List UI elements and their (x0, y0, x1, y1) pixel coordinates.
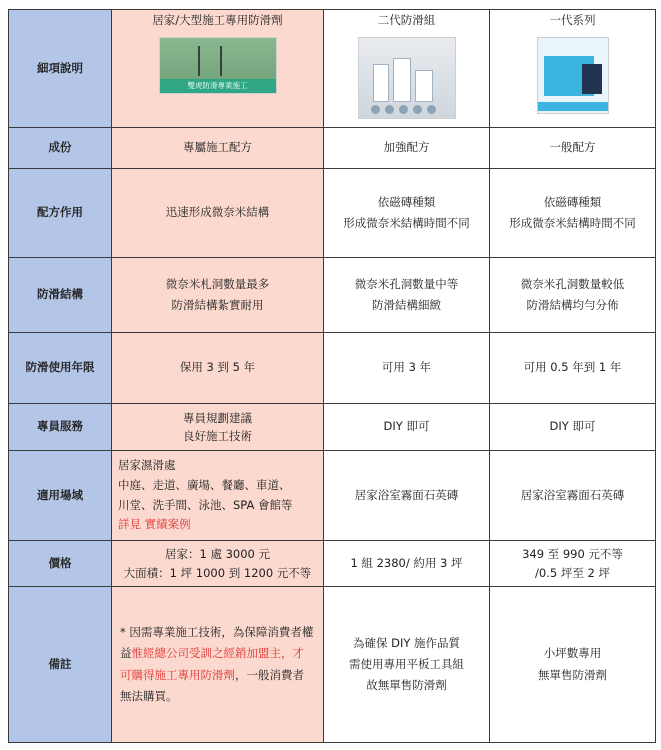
photo-caption: 雙虎防滑專業施工 (160, 79, 276, 93)
table-cell: 居家浴室霧面石英磚 (324, 451, 490, 541)
table-cell (490, 587, 656, 743)
table-cell: DIY 即可 (324, 404, 490, 451)
comparison-table (8, 9, 656, 743)
row-label: 防滑結構 (9, 258, 112, 333)
cell-line: 依磁磚種類 (543, 194, 602, 209)
cell-line: 故無單售防滑劑 (366, 678, 447, 693)
cell-line: 349 至 990 元不等 (522, 547, 623, 562)
table-cell: 迅速形成微奈米結構 (112, 169, 324, 258)
table-cell: DIY 即可 (490, 404, 656, 451)
table-cell: 可用 3 年 (324, 333, 490, 404)
cell-line: 小坪數專用 (543, 646, 602, 661)
column-title: 居家/大型施工專用防滑劑 (152, 13, 283, 27)
table-cell (112, 258, 324, 333)
table-row (9, 404, 656, 451)
table-cell: 加強配方 (324, 128, 490, 169)
col-header-professional (112, 10, 324, 128)
table-cell (324, 258, 490, 333)
note-highlight: 盟主，才可購得施工專用防滑 (120, 646, 304, 682)
note-text: ，一般消費者無法購買。 (120, 667, 304, 703)
cell-line: 為確保 DIY 施作品質 (352, 635, 461, 650)
cell-line: 中庭、走道、廣場、餐廳、車道、 (118, 477, 291, 492)
row-label: 備註 (9, 587, 112, 743)
note-highlight: 惟經總公司受訓之經銷加 (131, 646, 258, 661)
product-photo-gen1 (537, 37, 609, 114)
col-header-gen2 (324, 10, 490, 128)
row-label-item: 細項說明 (9, 10, 112, 128)
cell-line: 微奈米孔洞數量較低 (520, 276, 625, 291)
table-row (9, 587, 656, 743)
table-row (9, 258, 656, 333)
row-label: 配方作用 (9, 169, 112, 258)
cell-line: 微奈米孔洞數量中等 (354, 276, 459, 291)
cell-line: 居家：1 處 3000 元 (164, 547, 271, 562)
table-cell (112, 541, 324, 587)
row-label: 成份 (9, 128, 112, 169)
cell-line: 依磁磚種類 (377, 194, 436, 209)
table-cell (490, 258, 656, 333)
row-label: 防滑使用年限 (9, 333, 112, 404)
case-study-link[interactable]: 詳見 實績案例 (118, 517, 191, 532)
table-cell (490, 541, 656, 587)
cell-line: /0.5 坪至 2 坪 (535, 565, 610, 580)
cell-line: 專員規劃建議 (183, 410, 252, 425)
table-cell: 專屬施工配方 (112, 128, 324, 169)
table-cell: 可用 0.5 年到 1 年 (490, 333, 656, 404)
table-row (9, 169, 656, 258)
col-header-gen1 (490, 10, 656, 128)
cell-line: 微奈米札洞數量最多 (165, 276, 270, 291)
table-cell (112, 587, 324, 743)
table-cell: 一般配方 (490, 128, 656, 169)
cell-line: 需使用專用平板工具組 (349, 656, 464, 671)
table-cell (112, 404, 324, 451)
table-row (9, 10, 656, 128)
cell-line: 防滑結構均勻分佈 (526, 298, 619, 312)
table-cell: 1 組 2380/ 約用 3 坪 (324, 541, 490, 587)
table-row (9, 451, 656, 541)
table-row (9, 128, 656, 169)
cell-line: 居家濕滑處 (118, 458, 176, 473)
note-highlight: 劑 (223, 667, 235, 682)
note-text: * 因需專業施工技術，為保障消費 (120, 624, 291, 639)
cell-line: 防滑結構細緻 (372, 298, 441, 312)
cell-line: 形成微奈米結構時間不同 (343, 216, 470, 230)
table-cell (324, 169, 490, 258)
table-cell (490, 169, 656, 258)
cell-line: 防滑結構紮實耐用 (171, 298, 264, 312)
product-photo-gen2 (358, 37, 456, 119)
table-cell: 居家浴室霧面石英磚 (490, 451, 656, 541)
row-label: 適用場域 (9, 451, 112, 541)
row-label: 專員服務 (9, 404, 112, 451)
table-cell: 保用 3 到 5 年 (112, 333, 324, 404)
cell-line: 良好施工技術 (183, 429, 252, 443)
construction-photo (159, 37, 277, 94)
cell-line: 大面積：1 坪 1000 到 1200 元不等 (123, 565, 312, 580)
table-row (9, 541, 656, 587)
cell-line: 形成微奈米結構時間不同 (509, 216, 636, 230)
column-title: 一代系列 (549, 13, 596, 27)
cell-line: 無單售防滑劑 (538, 667, 607, 682)
note-text: 者權益 (120, 624, 314, 661)
table-cell (112, 451, 324, 541)
table-row (9, 333, 656, 404)
cell-line: 川堂、洗手間、泳池、SPA 會館等 (118, 497, 293, 512)
table-cell (324, 587, 490, 743)
row-label: 價格 (9, 541, 112, 587)
column-title: 二代防滑組 (377, 13, 436, 27)
